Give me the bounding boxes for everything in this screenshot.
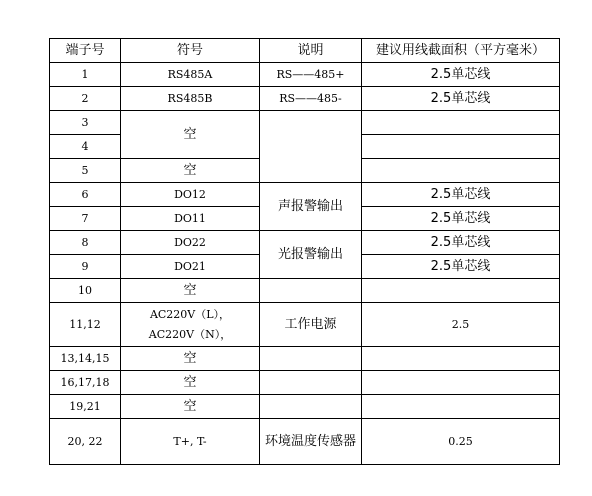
- terminal-cell: 2: [50, 87, 121, 111]
- symbol-cell: 空: [121, 371, 260, 395]
- description-cell: RS——485+: [260, 63, 362, 87]
- symbol-cell: 空: [121, 279, 260, 303]
- symbol-cell: 空: [121, 395, 260, 419]
- terminal-wiring-table: [49, 38, 560, 465]
- terminal-cell: 16,17,18: [50, 371, 121, 395]
- header-wire-section: 建议用线截面积（平方毫米）: [362, 39, 560, 63]
- terminal-cell: 7: [50, 207, 121, 231]
- symbol-cell: DO12: [121, 183, 260, 207]
- wire-cell: 2.5单芯线: [362, 87, 560, 111]
- symbol-cell: 空: [121, 347, 260, 371]
- header-terminal: 端子号: [50, 39, 121, 63]
- terminal-cell: 8: [50, 231, 121, 255]
- table-row: [50, 63, 560, 87]
- symbol-cell: 空: [121, 159, 260, 183]
- description-cell: [260, 111, 362, 183]
- terminal-cell: 11,12: [50, 303, 121, 347]
- table-row: [50, 395, 560, 419]
- terminal-cell: 10: [50, 279, 121, 303]
- wire-cell: [362, 135, 560, 159]
- description-cell: RS——485-: [260, 87, 362, 111]
- header-symbol: 符号: [121, 39, 260, 63]
- symbol-cell: DO21: [121, 255, 260, 279]
- table-row: [50, 183, 560, 207]
- terminal-cell: 4: [50, 135, 121, 159]
- symbol-cell: 空: [121, 111, 260, 159]
- terminal-cell: 6: [50, 183, 121, 207]
- symbol-cell: RS485B: [121, 87, 260, 111]
- wire-cell: 2.5: [362, 303, 560, 347]
- wire-cell: [362, 371, 560, 395]
- wire-cell: 2.5单芯线: [362, 231, 560, 255]
- table-row: [50, 231, 560, 255]
- symbol-cell: AC220V（L）， AC220V（N），: [121, 303, 260, 347]
- table-row: [50, 347, 560, 371]
- wire-cell: [362, 279, 560, 303]
- description-cell: 光报警输出: [260, 231, 362, 279]
- terminal-cell: 20, 22: [50, 419, 121, 465]
- terminal-cell: 1: [50, 63, 121, 87]
- terminal-cell: 13,14,15: [50, 347, 121, 371]
- table-row: [50, 419, 560, 465]
- symbol-cell: RS485A: [121, 63, 260, 87]
- wire-cell: [362, 111, 560, 135]
- description-cell: 声报警输出: [260, 183, 362, 231]
- table-row: [50, 303, 560, 347]
- wire-cell: 2.5单芯线: [362, 255, 560, 279]
- table-row: [50, 279, 560, 303]
- description-cell: [260, 395, 362, 419]
- description-cell: 环境温度传感器: [260, 419, 362, 465]
- table-row: [50, 371, 560, 395]
- wire-cell: 0.25: [362, 419, 560, 465]
- header-description: 说明: [260, 39, 362, 63]
- wire-cell: 2.5单芯线: [362, 183, 560, 207]
- wire-cell: 2.5单芯线: [362, 207, 560, 231]
- terminal-cell: 3: [50, 111, 121, 135]
- description-cell: [260, 279, 362, 303]
- terminal-cell: 19,21: [50, 395, 121, 419]
- wire-cell: 2.5单芯线: [362, 63, 560, 87]
- description-cell: [260, 347, 362, 371]
- description-cell: [260, 371, 362, 395]
- table-header-row: [50, 39, 560, 63]
- wire-cell: [362, 347, 560, 371]
- table-row: [50, 87, 560, 111]
- table-row: [50, 111, 560, 135]
- terminal-cell: 5: [50, 159, 121, 183]
- symbol-cell: DO11: [121, 207, 260, 231]
- symbol-cell: DO22: [121, 231, 260, 255]
- wire-cell: [362, 159, 560, 183]
- symbol-cell: T+, T-: [121, 419, 260, 465]
- terminal-cell: 9: [50, 255, 121, 279]
- wire-cell: [362, 395, 560, 419]
- description-cell: 工作电源: [260, 303, 362, 347]
